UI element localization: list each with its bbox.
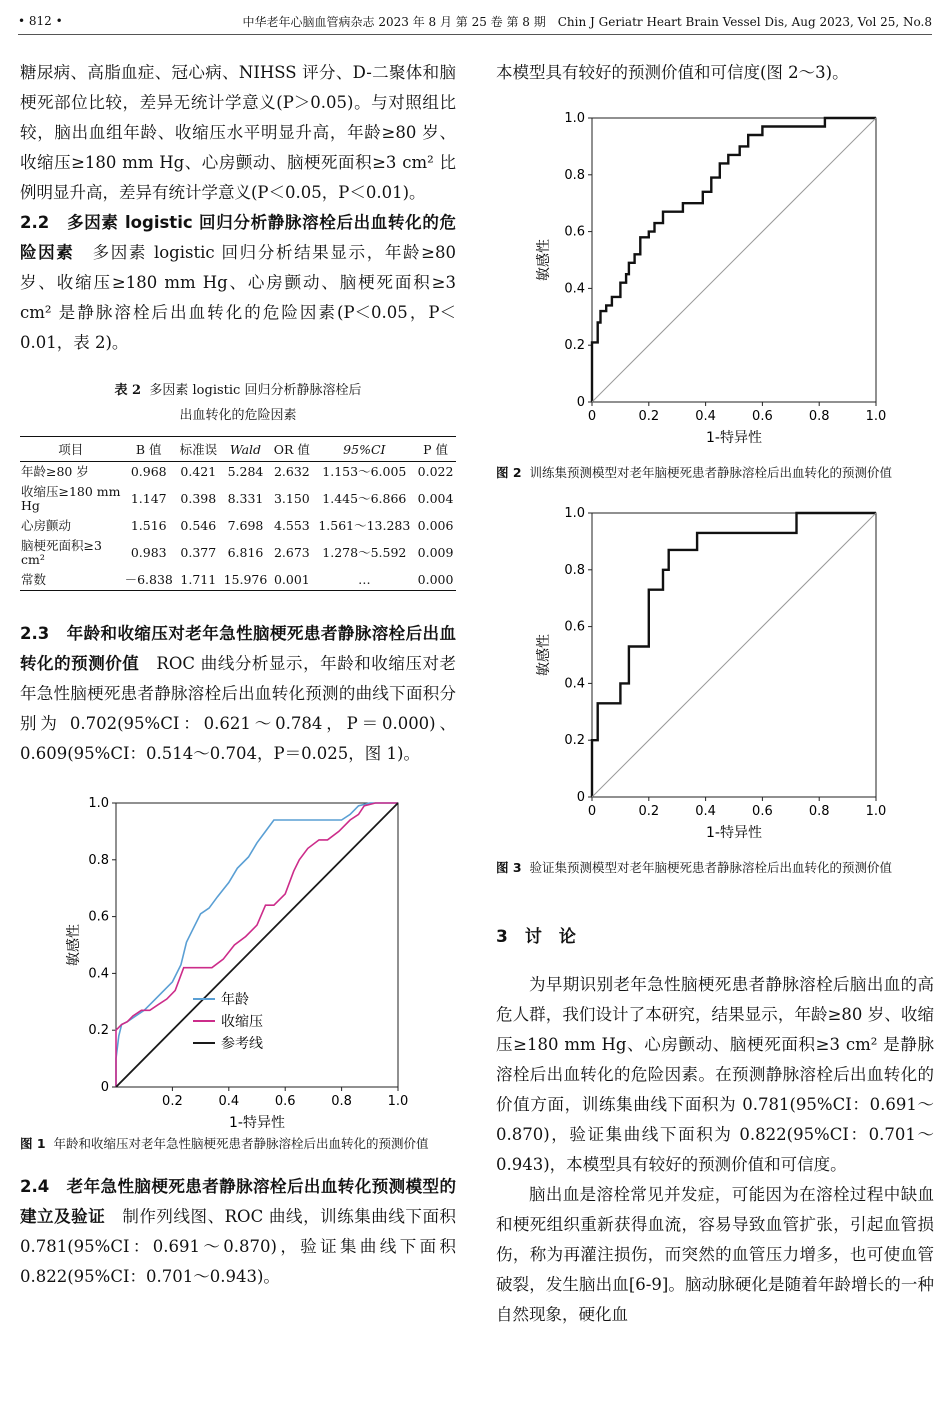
y-tick-label: 1.0 (564, 111, 585, 126)
table-row (20, 516, 456, 536)
section-2-4-text: 制作列线图、ROC 曲线，训练集曲线下面积 0.781(95%CI：0.691～0.870)，验证集曲线下面积 0.822(95%CI：0.701～0.943)。 (20, 1207, 457, 1286)
table-caption (20, 378, 456, 428)
x-tick-label: 0.2 (638, 409, 660, 424)
figure-2-chart (496, 110, 934, 458)
table-cell: 0.022 (417, 464, 454, 479)
legend-label: 年龄 (221, 992, 249, 1008)
y-axis-label: 敏感性 (536, 634, 552, 676)
section-3-title: 3 讨 论 (496, 927, 576, 947)
left-column (20, 58, 456, 1292)
table-cell: 4.553 (273, 518, 310, 533)
table-cell: 0.983 (130, 545, 167, 560)
table-cell: 0.004 (417, 491, 454, 506)
running-header (18, 8, 932, 35)
figure-2-caption-text: 训练集预测模型对老年脑梗死患者静脉溶栓后出血转化的预测价值 (529, 465, 893, 480)
figure-1 (20, 791, 456, 1135)
y-axis-label: 敏感性 (66, 924, 82, 966)
table-caption-line1: 多因素 logistic 回归分析静脉溶栓后 (149, 383, 362, 398)
figure-2-label: 图 2 (496, 465, 522, 480)
y-tick-label: 0.6 (564, 224, 585, 240)
figure-1-caption-text: 年龄和收缩压对老年急性脑梗死患者静脉溶栓后出血转化的预测价值 (53, 1136, 429, 1151)
y-tick-label: 1.0 (564, 506, 585, 521)
table-cell: 2.632 (273, 464, 310, 479)
y-tick-label: 0.2 (564, 338, 585, 354)
table-cell: －6.838 (122, 570, 176, 591)
x-tick-label: 1.0 (865, 409, 887, 424)
figure-3-caption-text: 验证集预测模型对老年脑梗死患者静脉溶栓后出血转化的预测价值 (529, 860, 893, 875)
table-cell: 15.976 (221, 570, 270, 591)
table-cell: 0.000 (415, 570, 456, 591)
y-tick-label: 0.2 (88, 1023, 109, 1039)
table-row (20, 462, 456, 483)
section-2-2-text: 多因素 logistic 回归分析结果显示，年龄≥80 岁、收缩压≥180 mm Hg、心房颤动、脑梗死面积≥3 cm² 是静脉溶栓后出血转化的危险因素(P＜0.05，P＜0.01，表 2)。 (20, 243, 456, 352)
x-tick-label: 0.4 (695, 409, 716, 424)
table-row-label: 脑梗死面积≥3 cm² (21, 538, 102, 567)
y-tick-label: 0.4 (564, 676, 585, 692)
table-cell: 3.150 (273, 491, 310, 506)
results-paragraph: 糖尿病、高脂血症、冠心病、NIHSS 评分、D-二聚体和脑梗死部位比较，差异无统计学意义(P＞0.05)。与对照组比较，脑出血组年龄、收缩压水平明显升高，年龄≥80 岁、收缩压≥180 mm Hg、心房颤动、脑梗死面积≥3 cm² 比例明显升高，差异有统计学意义(P＜0.05，P＜0.01)。 (20, 63, 456, 202)
y-tick-label: 0 (100, 1080, 109, 1095)
table-cell: 5.284 (227, 464, 264, 479)
x-tick-label: 1.0 (865, 804, 887, 819)
table-header-cell: 95%CI (314, 437, 416, 462)
table-cell: 0.398 (180, 491, 217, 506)
table-cell: 2.673 (273, 545, 310, 560)
figure-3-label: 图 3 (496, 860, 522, 875)
x-tick-label: 0.8 (808, 804, 830, 819)
table-cell: 1.147 (130, 491, 167, 506)
regression-table (20, 436, 456, 591)
x-tick-label: 0.6 (274, 1094, 296, 1109)
table-caption-label: 表 2 (114, 383, 142, 398)
table-cell: 1.153～6.005 (322, 464, 407, 479)
table-row-label: 年龄≥80 岁 (21, 464, 89, 479)
table-cell: 7.698 (227, 518, 264, 533)
section-2-4 (20, 1172, 456, 1292)
y-tick-label: 0 (576, 395, 585, 410)
table-header-cell: Wald (221, 437, 270, 462)
roc-series-reference (592, 513, 876, 797)
table-cell: 1.445～6.866 (322, 491, 407, 506)
x-tick-label: 0.8 (808, 409, 830, 424)
figure-3-caption (496, 857, 934, 878)
right-top-paragraph: 本模型具有较好的预测价值和可信度(图 2～3)。 (496, 63, 849, 82)
y-tick-label: 0.8 (88, 852, 109, 868)
table-row-label: 常数 (20, 570, 122, 591)
table-caption-line2: 出血转化的危险因素 (179, 408, 297, 423)
table-cell: 1.278～5.592 (322, 545, 407, 560)
x-axis-label: 1-特异性 (706, 430, 762, 446)
section-2-3 (20, 619, 456, 769)
x-tick-label: 0.4 (218, 1094, 240, 1109)
x-tick-label: 0.2 (638, 804, 660, 819)
section-2-2-title: 2.2 多因素 logistic 回归分析静脉溶栓后出血转化的危险因素 (20, 213, 456, 262)
x-tick-label: 0 (587, 804, 597, 819)
table-row-label: 心房颤动 (21, 518, 72, 533)
table-cell: 0.001 (270, 570, 313, 591)
x-tick-label: 0.8 (331, 1094, 352, 1109)
x-tick-label: 0.2 (162, 1094, 183, 1109)
table-cell: 0.421 (180, 464, 217, 479)
x-tick-label: 1.0 (387, 1094, 409, 1109)
legend-label: 收缩压 (221, 1014, 263, 1030)
section-2-4-title: 2.4 老年急性脑梗死患者静脉溶栓后出血转化预测模型的建立及验证 (20, 1177, 456, 1226)
discussion-paragraph-1: 为早期识别老年急性脑梗死患者静脉溶栓后脑出血的高危人群，我们设计了本研究，结果显示，年龄≥80 岁、收缩压≥180 mm Hg、心房颤动、脑梗死面积≥3 cm² 是静脉溶栓后出血转化的危险因素。在预测静脉溶栓后出血转化的价值方面，训练集曲线下面积为 0.781(95%CI：0.691～0.870)，验证集曲线下面积为 0.822(95%CI：0.701～0.943)，本模型具有较好的预测价值和可信度。 (496, 975, 934, 1174)
y-tick-label: 0 (576, 790, 585, 805)
journal-info: 中华老年心脑血管病杂志 2023 年 8 月 第 25 卷 第 8 期 Chin J Geriatr Heart Brain Vessel Dis, Aug 2023, Vol 25, No.8 (242, 14, 932, 29)
table-cell: 0.377 (180, 545, 217, 560)
table-header-cell: B 值 (122, 437, 176, 462)
section-2-3-text: ROC 曲线分析显示，年龄和收缩压对老年急性脑梗死患者静脉溶栓后出血转化预测的曲线下面积分别为 0.702(95%CI：0.621～0.784，P＝0.000)、0.609(95%CI：0.514～0.704，P＝0.025，图 1)。 (20, 654, 456, 763)
x-tick-label: 0.6 (752, 409, 773, 424)
figure-1-chart (20, 791, 456, 1131)
section-2-2 (20, 208, 456, 358)
table-cell: 1.516 (130, 518, 167, 533)
y-tick-label: 0.4 (564, 281, 585, 297)
table-cell: 0.009 (417, 545, 454, 560)
legend-label: 参考线 (221, 1036, 263, 1052)
table-2 (20, 378, 456, 591)
table-cell: 0.006 (417, 518, 454, 533)
y-tick-label: 0.2 (564, 733, 585, 749)
y-axis-label: 敏感性 (536, 239, 552, 281)
y-tick-label: 1.0 (88, 796, 109, 811)
figure-3-chart (496, 505, 934, 853)
table-row-label: 收缩压≥180 mm Hg (21, 484, 121, 513)
table-row (20, 482, 456, 516)
x-tick-label: 0 (587, 409, 597, 424)
figure-1-caption (20, 1133, 456, 1154)
figure-3 (496, 505, 934, 857)
figure-1-label: 图 1 (20, 1136, 46, 1151)
x-tick-label: 0.6 (752, 804, 773, 819)
figure-2 (496, 110, 934, 462)
y-tick-label: 0.8 (564, 167, 585, 183)
table-header-cell: 项目 (20, 437, 122, 462)
y-tick-label: 0.8 (564, 562, 585, 578)
y-tick-label: 0.6 (564, 619, 585, 635)
y-tick-label: 0.4 (88, 966, 109, 982)
x-axis-label: 1-特异性 (706, 825, 762, 841)
table-cell: … (314, 570, 416, 591)
table-row (20, 570, 456, 591)
figure-2-caption (496, 462, 934, 483)
x-axis-label: 1-特异性 (229, 1115, 285, 1131)
right-column (496, 58, 934, 1330)
table-cell: 6.816 (227, 545, 264, 560)
section-2-3-title: 2.3 年龄和收缩压对老年急性脑梗死患者静脉溶栓后出血转化的预测价值 (20, 624, 456, 673)
y-tick-label: 0.6 (88, 909, 109, 925)
table-header-cell: OR 值 (270, 437, 313, 462)
table-cell: 1.561～13.283 (318, 518, 411, 533)
table-cell: 0.968 (130, 464, 167, 479)
table-row (20, 536, 456, 570)
x-tick-label: 0.4 (695, 804, 716, 819)
table-cell: 1.711 (176, 570, 221, 591)
table-header-cell: 标准误 (176, 437, 221, 462)
table-cell: 8.331 (227, 491, 264, 506)
page-number: • 812 • (18, 14, 63, 28)
table-cell: 0.546 (180, 518, 217, 533)
discussion-paragraph-2: 脑出血是溶栓常见并发症，可能因为在溶栓过程中缺血和梗死组织重新获得血流，容易导致血管扩张，引起血管损伤，称为再灌注损伤，而突然的血管压力增多，也可使血管破裂，发生脑出血[6-9]。脑动脉硬化是随着年龄增长的一种自然现象，硬化血 (496, 1185, 934, 1324)
table-header-cell: P 值 (415, 437, 456, 462)
